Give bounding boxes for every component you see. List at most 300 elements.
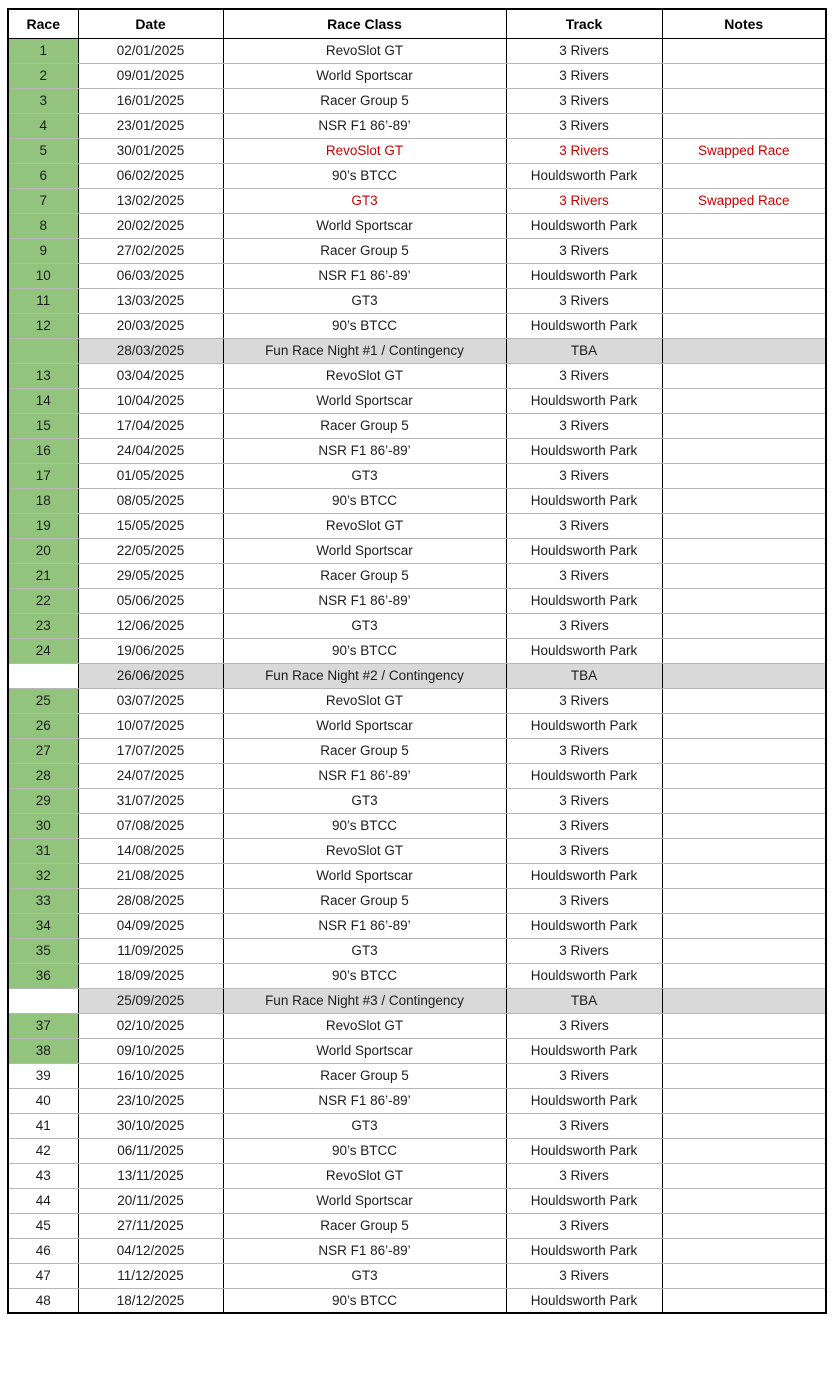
header-row [8,9,826,38]
fun-race-row [8,663,826,688]
race-class-cell: NSR F1 86’-89’ [223,588,506,613]
track-cell: 3 Rivers [506,1213,662,1238]
race-class-cell: NSR F1 86’-89’ [223,913,506,938]
race-class-cell: RevoSlot GT [223,513,506,538]
date-cell: 27/11/2025 [78,1213,223,1238]
race-number-cell: 13 [8,363,78,388]
race-class-cell: 90’s BTCC [223,1288,506,1313]
race-number-cell: 10 [8,263,78,288]
track-cell: 3 Rivers [506,1263,662,1288]
notes-cell [662,863,826,888]
notes-cell [662,363,826,388]
race-number-cell: 31 [8,838,78,863]
date-cell: 18/09/2025 [78,963,223,988]
race-number-cell: 33 [8,888,78,913]
race-class-cell: Racer Group 5 [223,413,506,438]
race-number-cell [8,338,78,363]
date-cell: 06/02/2025 [78,163,223,188]
race-row [8,413,826,438]
date-cell: 17/07/2025 [78,738,223,763]
notes-cell [662,638,826,663]
race-number-cell: 9 [8,238,78,263]
notes-cell [662,838,826,863]
race-number-cell: 48 [8,1288,78,1313]
race-class-cell: 90’s BTCC [223,813,506,838]
date-cell: 10/04/2025 [78,388,223,413]
track-cell: TBA [506,663,662,688]
column-header-race: Race [8,9,78,38]
track-cell: Houldsworth Park [506,863,662,888]
date-cell: 24/04/2025 [78,438,223,463]
race-class-cell: World Sportscar [223,388,506,413]
race-class-cell: RevoSlot GT [223,363,506,388]
notes-cell [662,1113,826,1138]
notes-cell [662,1213,826,1238]
track-cell: 3 Rivers [506,688,662,713]
track-cell: 3 Rivers [506,1013,662,1038]
race-row [8,1263,826,1288]
track-cell: Houldsworth Park [506,763,662,788]
date-cell: 20/02/2025 [78,213,223,238]
date-cell: 11/09/2025 [78,938,223,963]
track-cell: Houldsworth Park [506,263,662,288]
notes-cell [662,938,826,963]
race-row [8,1013,826,1038]
race-number-cell: 14 [8,388,78,413]
race-number-cell: 47 [8,1263,78,1288]
race-row [8,188,826,213]
track-cell: Houldsworth Park [506,438,662,463]
race-number-cell: 39 [8,1063,78,1088]
race-class-cell: GT3 [223,613,506,638]
notes-cell [662,538,826,563]
notes-cell [662,1288,826,1313]
date-cell: 29/05/2025 [78,563,223,588]
race-class-cell: 90’s BTCC [223,1138,506,1163]
race-row [8,888,826,913]
race-number-cell [8,988,78,1013]
race-row [8,1238,826,1263]
notes-cell [662,263,826,288]
race-row [8,463,826,488]
race-number-cell: 1 [8,38,78,63]
date-cell: 23/01/2025 [78,113,223,138]
date-cell: 13/02/2025 [78,188,223,213]
race-class-cell: Racer Group 5 [223,1213,506,1238]
race-number-cell [8,663,78,688]
track-cell: Houldsworth Park [506,1238,662,1263]
column-header-notes: Notes [662,9,826,38]
race-row [8,963,826,988]
notes-cell [662,1013,826,1038]
date-cell: 31/07/2025 [78,788,223,813]
race-row [8,163,826,188]
race-number-cell: 23 [8,613,78,638]
race-number-cell: 6 [8,163,78,188]
date-cell: 07/08/2025 [78,813,223,838]
track-cell: 3 Rivers [506,138,662,163]
track-cell: 3 Rivers [506,563,662,588]
track-cell: 3 Rivers [506,1063,662,1088]
track-cell: Houldsworth Park [506,488,662,513]
race-class-cell: NSR F1 86’-89’ [223,263,506,288]
notes-cell [662,888,826,913]
notes-cell [662,463,826,488]
fun-race-row [8,338,826,363]
notes-cell [662,338,826,363]
date-cell: 15/05/2025 [78,513,223,538]
track-cell: Houldsworth Park [506,388,662,413]
date-cell: 04/09/2025 [78,913,223,938]
date-cell: 10/07/2025 [78,713,223,738]
notes-cell [662,1188,826,1213]
race-number-cell: 3 [8,88,78,113]
race-number-cell: 44 [8,1188,78,1213]
race-class-cell: GT3 [223,288,506,313]
race-row [8,688,826,713]
date-cell: 20/11/2025 [78,1188,223,1213]
date-cell: 06/11/2025 [78,1138,223,1163]
track-cell: 3 Rivers [506,288,662,313]
date-cell: 01/05/2025 [78,463,223,488]
track-cell: Houldsworth Park [506,1038,662,1063]
race-class-cell: RevoSlot GT [223,138,506,163]
race-number-cell: 26 [8,713,78,738]
date-cell: 16/01/2025 [78,88,223,113]
date-cell: 19/06/2025 [78,638,223,663]
race-number-cell: 7 [8,188,78,213]
notes-cell [662,563,826,588]
notes-cell [662,988,826,1013]
column-header-date: Date [78,9,223,38]
race-row [8,913,826,938]
notes-cell [662,1263,826,1288]
track-cell: Houldsworth Park [506,713,662,738]
race-class-cell: World Sportscar [223,63,506,88]
race-row [8,838,826,863]
column-header-race-class: Race Class [223,9,506,38]
race-class-cell: Fun Race Night #3 / Contingency [223,988,506,1013]
race-row [8,563,826,588]
race-class-cell: GT3 [223,938,506,963]
notes-cell [662,913,826,938]
race-class-cell: World Sportscar [223,213,506,238]
race-number-cell: 43 [8,1163,78,1188]
race-class-cell: 90’s BTCC [223,313,506,338]
notes-cell [662,963,826,988]
race-number-cell: 41 [8,1113,78,1138]
track-cell: 3 Rivers [506,88,662,113]
notes-cell [662,213,826,238]
race-row [8,588,826,613]
notes-cell [662,663,826,688]
race-schedule-table [7,8,827,1314]
race-row [8,1088,826,1113]
notes-cell [662,763,826,788]
date-cell: 14/08/2025 [78,838,223,863]
date-cell: 22/05/2025 [78,538,223,563]
race-number-cell: 34 [8,913,78,938]
date-cell: 16/10/2025 [78,1063,223,1088]
race-class-cell: GT3 [223,1113,506,1138]
track-cell: 3 Rivers [506,813,662,838]
track-cell: 3 Rivers [506,938,662,963]
notes-cell [662,738,826,763]
date-cell: 02/01/2025 [78,38,223,63]
date-cell: 13/11/2025 [78,1163,223,1188]
track-cell: TBA [506,988,662,1013]
race-row [8,638,826,663]
track-cell: Houldsworth Park [506,1188,662,1213]
race-number-cell: 40 [8,1088,78,1113]
notes-cell [662,38,826,63]
track-cell: 3 Rivers [506,838,662,863]
track-cell: Houldsworth Park [506,163,662,188]
race-row [8,1188,826,1213]
track-cell: 3 Rivers [506,463,662,488]
notes-cell [662,488,826,513]
track-cell: 3 Rivers [506,1163,662,1188]
race-row [8,263,826,288]
date-cell: 12/06/2025 [78,613,223,638]
notes-cell: Swapped Race [662,188,826,213]
date-cell: 11/12/2025 [78,1263,223,1288]
date-cell: 09/01/2025 [78,63,223,88]
notes-cell [662,788,826,813]
date-cell: 30/01/2025 [78,138,223,163]
race-class-cell: Racer Group 5 [223,238,506,263]
race-number-cell: 28 [8,763,78,788]
race-number-cell: 22 [8,588,78,613]
fun-race-row [8,988,826,1013]
race-class-cell: 90’s BTCC [223,163,506,188]
table-body [8,38,826,1313]
race-row [8,613,826,638]
notes-cell [662,713,826,738]
race-class-cell: NSR F1 86’-89’ [223,763,506,788]
notes-cell [662,113,826,138]
date-cell: 20/03/2025 [78,313,223,338]
date-cell: 06/03/2025 [78,263,223,288]
race-class-cell: NSR F1 86’-89’ [223,1238,506,1263]
track-cell: 3 Rivers [506,363,662,388]
track-cell: 3 Rivers [506,738,662,763]
date-cell: 04/12/2025 [78,1238,223,1263]
race-number-cell: 42 [8,1138,78,1163]
notes-cell [662,388,826,413]
notes-cell [662,1138,826,1163]
date-cell: 26/06/2025 [78,663,223,688]
race-class-cell: Fun Race Night #2 / Contingency [223,663,506,688]
track-cell: 3 Rivers [506,413,662,438]
track-cell: 3 Rivers [506,63,662,88]
race-class-cell: RevoSlot GT [223,38,506,63]
race-number-cell: 35 [8,938,78,963]
track-cell: Houldsworth Park [506,588,662,613]
column-header-track: Track [506,9,662,38]
date-cell: 28/08/2025 [78,888,223,913]
race-class-cell: 90’s BTCC [223,488,506,513]
date-cell: 23/10/2025 [78,1088,223,1113]
track-cell: 3 Rivers [506,888,662,913]
race-class-cell: GT3 [223,188,506,213]
race-row [8,388,826,413]
race-class-cell: World Sportscar [223,1038,506,1063]
race-row [8,713,826,738]
track-cell: Houldsworth Park [506,913,662,938]
notes-cell [662,63,826,88]
race-class-cell: RevoSlot GT [223,688,506,713]
race-number-cell: 5 [8,138,78,163]
race-class-cell: NSR F1 86’-89’ [223,1088,506,1113]
track-cell: 3 Rivers [506,38,662,63]
notes-cell [662,313,826,338]
race-row [8,938,826,963]
race-row [8,363,826,388]
race-row [8,1163,826,1188]
race-number-cell: 24 [8,638,78,663]
race-number-cell: 11 [8,288,78,313]
race-number-cell: 8 [8,213,78,238]
race-row [8,538,826,563]
race-number-cell: 4 [8,113,78,138]
race-row [8,213,826,238]
track-cell: TBA [506,338,662,363]
notes-cell [662,438,826,463]
race-class-cell: NSR F1 86’-89’ [223,438,506,463]
race-row [8,513,826,538]
race-row [8,1213,826,1238]
race-number-cell: 32 [8,863,78,888]
race-number-cell: 2 [8,63,78,88]
race-number-cell: 30 [8,813,78,838]
race-number-cell: 37 [8,1013,78,1038]
date-cell: 17/04/2025 [78,413,223,438]
race-number-cell: 45 [8,1213,78,1238]
notes-cell [662,163,826,188]
date-cell: 09/10/2025 [78,1038,223,1063]
race-row [8,813,826,838]
date-cell: 28/03/2025 [78,338,223,363]
track-cell: Houldsworth Park [506,538,662,563]
race-row [8,288,826,313]
race-row [8,1113,826,1138]
track-cell: Houldsworth Park [506,313,662,338]
track-cell: Houldsworth Park [506,638,662,663]
race-row [8,488,826,513]
notes-cell [662,688,826,713]
race-number-cell: 16 [8,438,78,463]
race-number-cell: 17 [8,463,78,488]
notes-cell [662,1238,826,1263]
race-number-cell: 15 [8,413,78,438]
race-number-cell: 19 [8,513,78,538]
notes-cell [662,413,826,438]
track-cell: Houldsworth Park [506,963,662,988]
track-cell: Houldsworth Park [506,1288,662,1313]
track-cell: 3 Rivers [506,613,662,638]
notes-cell [662,1163,826,1188]
race-class-cell: World Sportscar [223,713,506,738]
race-row [8,763,826,788]
race-class-cell: 90’s BTCC [223,638,506,663]
race-number-cell: 29 [8,788,78,813]
race-row [8,438,826,463]
track-cell: 3 Rivers [506,788,662,813]
race-row [8,113,826,138]
race-class-cell: RevoSlot GT [223,1013,506,1038]
race-class-cell: NSR F1 86’-89’ [223,113,506,138]
date-cell: 30/10/2025 [78,1113,223,1138]
race-class-cell: World Sportscar [223,538,506,563]
race-class-cell: RevoSlot GT [223,1163,506,1188]
race-row [8,788,826,813]
notes-cell [662,588,826,613]
notes-cell [662,813,826,838]
race-number-cell: 27 [8,738,78,763]
date-cell: 27/02/2025 [78,238,223,263]
race-class-cell: Fun Race Night #1 / Contingency [223,338,506,363]
race-number-cell: 46 [8,1238,78,1263]
race-class-cell: 90’s BTCC [223,963,506,988]
race-row [8,88,826,113]
race-number-cell: 38 [8,1038,78,1063]
race-row [8,313,826,338]
race-class-cell: Racer Group 5 [223,563,506,588]
date-cell: 05/06/2025 [78,588,223,613]
date-cell: 21/08/2025 [78,863,223,888]
notes-cell [662,288,826,313]
track-cell: 3 Rivers [506,238,662,263]
date-cell: 03/04/2025 [78,363,223,388]
date-cell: 25/09/2025 [78,988,223,1013]
notes-cell [662,88,826,113]
notes-cell [662,238,826,263]
race-row [8,863,826,888]
date-cell: 03/07/2025 [78,688,223,713]
track-cell: 3 Rivers [506,113,662,138]
race-number-cell: 25 [8,688,78,713]
track-cell: 3 Rivers [506,1113,662,1138]
race-number-cell: 36 [8,963,78,988]
track-cell: 3 Rivers [506,513,662,538]
notes-cell [662,1038,826,1063]
race-row [8,1038,826,1063]
date-cell: 24/07/2025 [78,763,223,788]
notes-cell: Swapped Race [662,138,826,163]
date-cell: 08/05/2025 [78,488,223,513]
date-cell: 18/12/2025 [78,1288,223,1313]
notes-cell [662,513,826,538]
race-row [8,238,826,263]
notes-cell [662,613,826,638]
track-cell: Houldsworth Park [506,213,662,238]
race-number-cell: 21 [8,563,78,588]
race-number-cell: 12 [8,313,78,338]
race-number-cell: 18 [8,488,78,513]
race-class-cell: GT3 [223,1263,506,1288]
race-class-cell: RevoSlot GT [223,838,506,863]
race-class-cell: Racer Group 5 [223,88,506,113]
race-class-cell: GT3 [223,788,506,813]
notes-cell [662,1088,826,1113]
race-class-cell: World Sportscar [223,1188,506,1213]
race-row [8,63,826,88]
track-cell: 3 Rivers [506,188,662,213]
date-cell: 02/10/2025 [78,1013,223,1038]
date-cell: 13/03/2025 [78,288,223,313]
track-cell: Houldsworth Park [506,1088,662,1113]
